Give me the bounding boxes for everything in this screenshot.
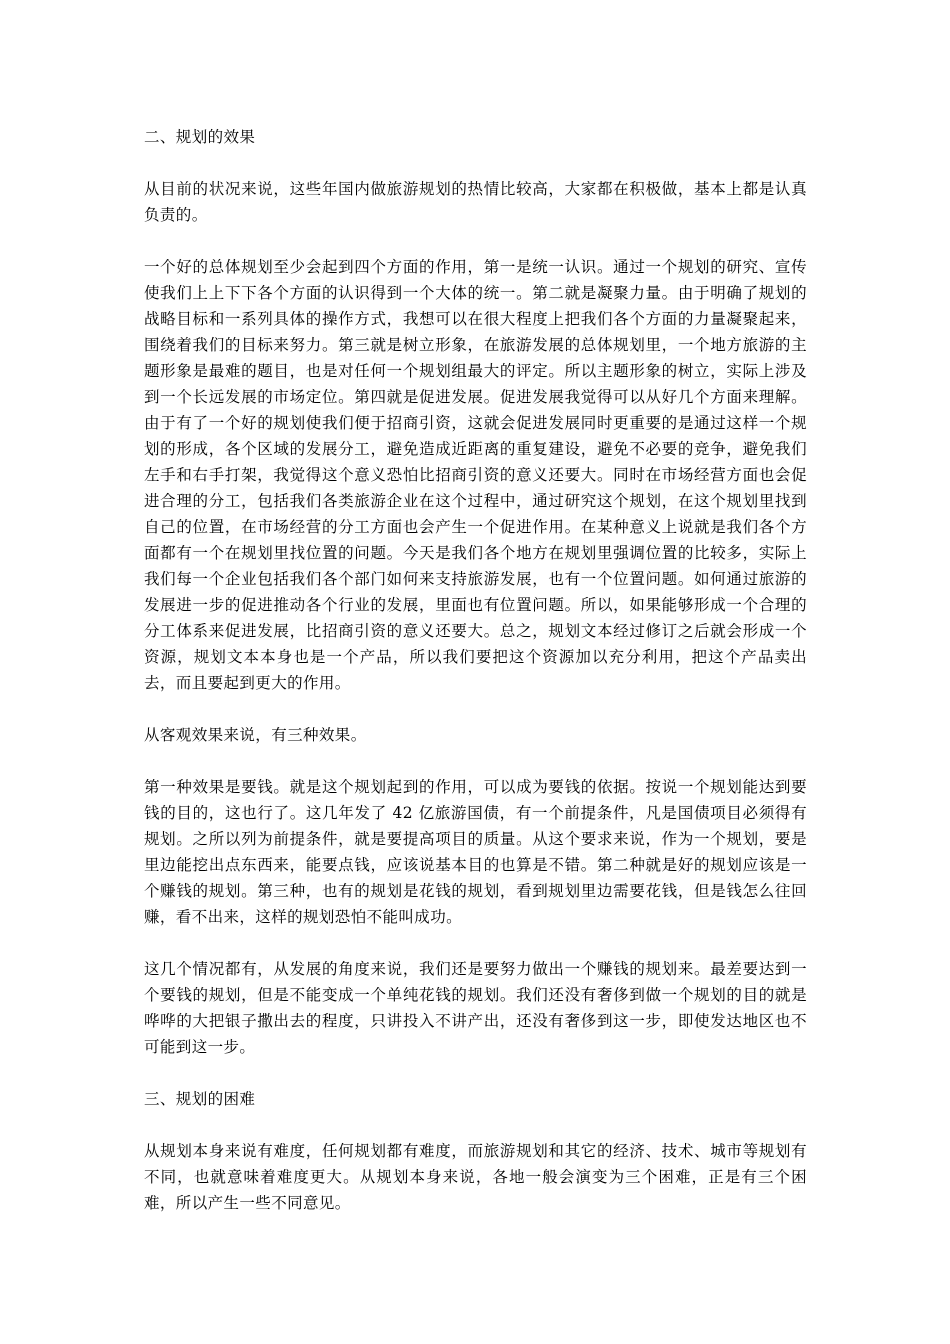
paragraph-current-situation: 从目前的状况来说，这些年国内做旅游规划的热情比较高，大家都在积极做，基本上都是认真负责的。	[144, 180, 807, 224]
paragraph-four-functions: 一个好的总体规划至少会起到四个方面的作用，第一是统一认识。通过一个规划的研究、宣传使我们上上下下各个方面的认识得到一个大体的统一。第二就是凝聚力量。由于明确了规划的战略目标和一系列具体的操作方式，我想可以在很大程度上把我们各个方面的力量凝聚起来，围绕着我们的目标来努力。第三就是树立形象，在旅游发展的总体规划里，一个地方旅游的主题形象是最难的题目，也是对任何一个规划组最大的评定。所以主题形象的树立，实际上涉及到一个长远发展的市场定位。第四就是促进发展。促进发展我觉得可以从好几个方面来理解。由于有了一个好的规划使我们便于招商引资，这就会促进发展同时更重要的是通过这样一个规划的形成，各个区域的发展分工，避免造成近距离的重复建设，避免不必要的竞争，避免我们左手和右手打架，我觉得这个意义恐怕比招商引资的意义还要大。同时在市场经营方面也会促进合理的分工，包括我们各类旅游企业在这个过程中，通过研究这个规划，在这个规划里找到自己的位置，在市场经营的分工方面也会产生一个促进作用。在某种意义上说就是我们各个方面都有一个在规划里找位置的问题。今天是我们各个地方在规划里强调位置的比较多，实际上我们每一个企业包括我们各个部门如何来支持旅游发展，也有一个位置问题。如何通过旅游的发展进一步的促进推动各个行业的发展，里面也有位置问题。所以，如果能够形成一个合理的分工体系来促进发展，比招商引资的意义还要大。总之，规划文本经过修订之后就会形成一个资源，规划文本本身也是一个产品，所以我们要把这个资源加以充分利用，把这个产品卖出去，而且要起到更大的作用。	[144, 258, 807, 692]
paragraph-first-effect: 第一种效果是要钱。就是这个规划起到的作用，可以成为要钱的依据。按说一个规划能达到要钱的目的，这也行了。这几年发了 42 亿旅游国债，有一个前提条件，凡是国债项目必须得有规划。之所以列为前提条件，就是要提高项目的质量。从这个要求来说，作为一个规划，要是里边能挖出点东西来，能要点钱，应该说基本目的也算是不错。第二种就是好的规划应该是一个赚钱的规划。第三种，也有的规划是花钱的规划，看到规划里边需要花钱，但是钱怎么往回赚，看不出来，这样的规划恐怕不能叫成功。	[144, 778, 807, 926]
section-heading-effects: 二、规划的效果	[144, 128, 256, 146]
paragraph-situations: 这几个情况都有，从发展的角度来说，我们还是要努力做出一个赚钱的规划来。最差要达到一个要钱的规划，但是不能变成一个单纯花钱的规划。我们还没有奢侈到做一个规划的目的就是哗哗的大把银子撒出去的程度，只讲投入不讲产出，还没有奢侈到这一步，即使发达地区也不可能到这一步。	[144, 960, 807, 1056]
section-heading-difficulties: 三、规划的困难	[144, 1090, 256, 1108]
paragraph-three-effects-intro: 从客观效果来说，有三种效果。	[144, 726, 367, 744]
document-page	[144, 124, 807, 1242]
paragraph-difficulties: 从规划本身来说有难度，任何规划都有难度，而旅游规划和其它的经济、技术、城市等规划有不同，也就意味着难度更大。从规划本身来说，各地一般会演变为三个困难，正是有三个困难，所以产生一些不同意见。	[144, 1142, 807, 1212]
